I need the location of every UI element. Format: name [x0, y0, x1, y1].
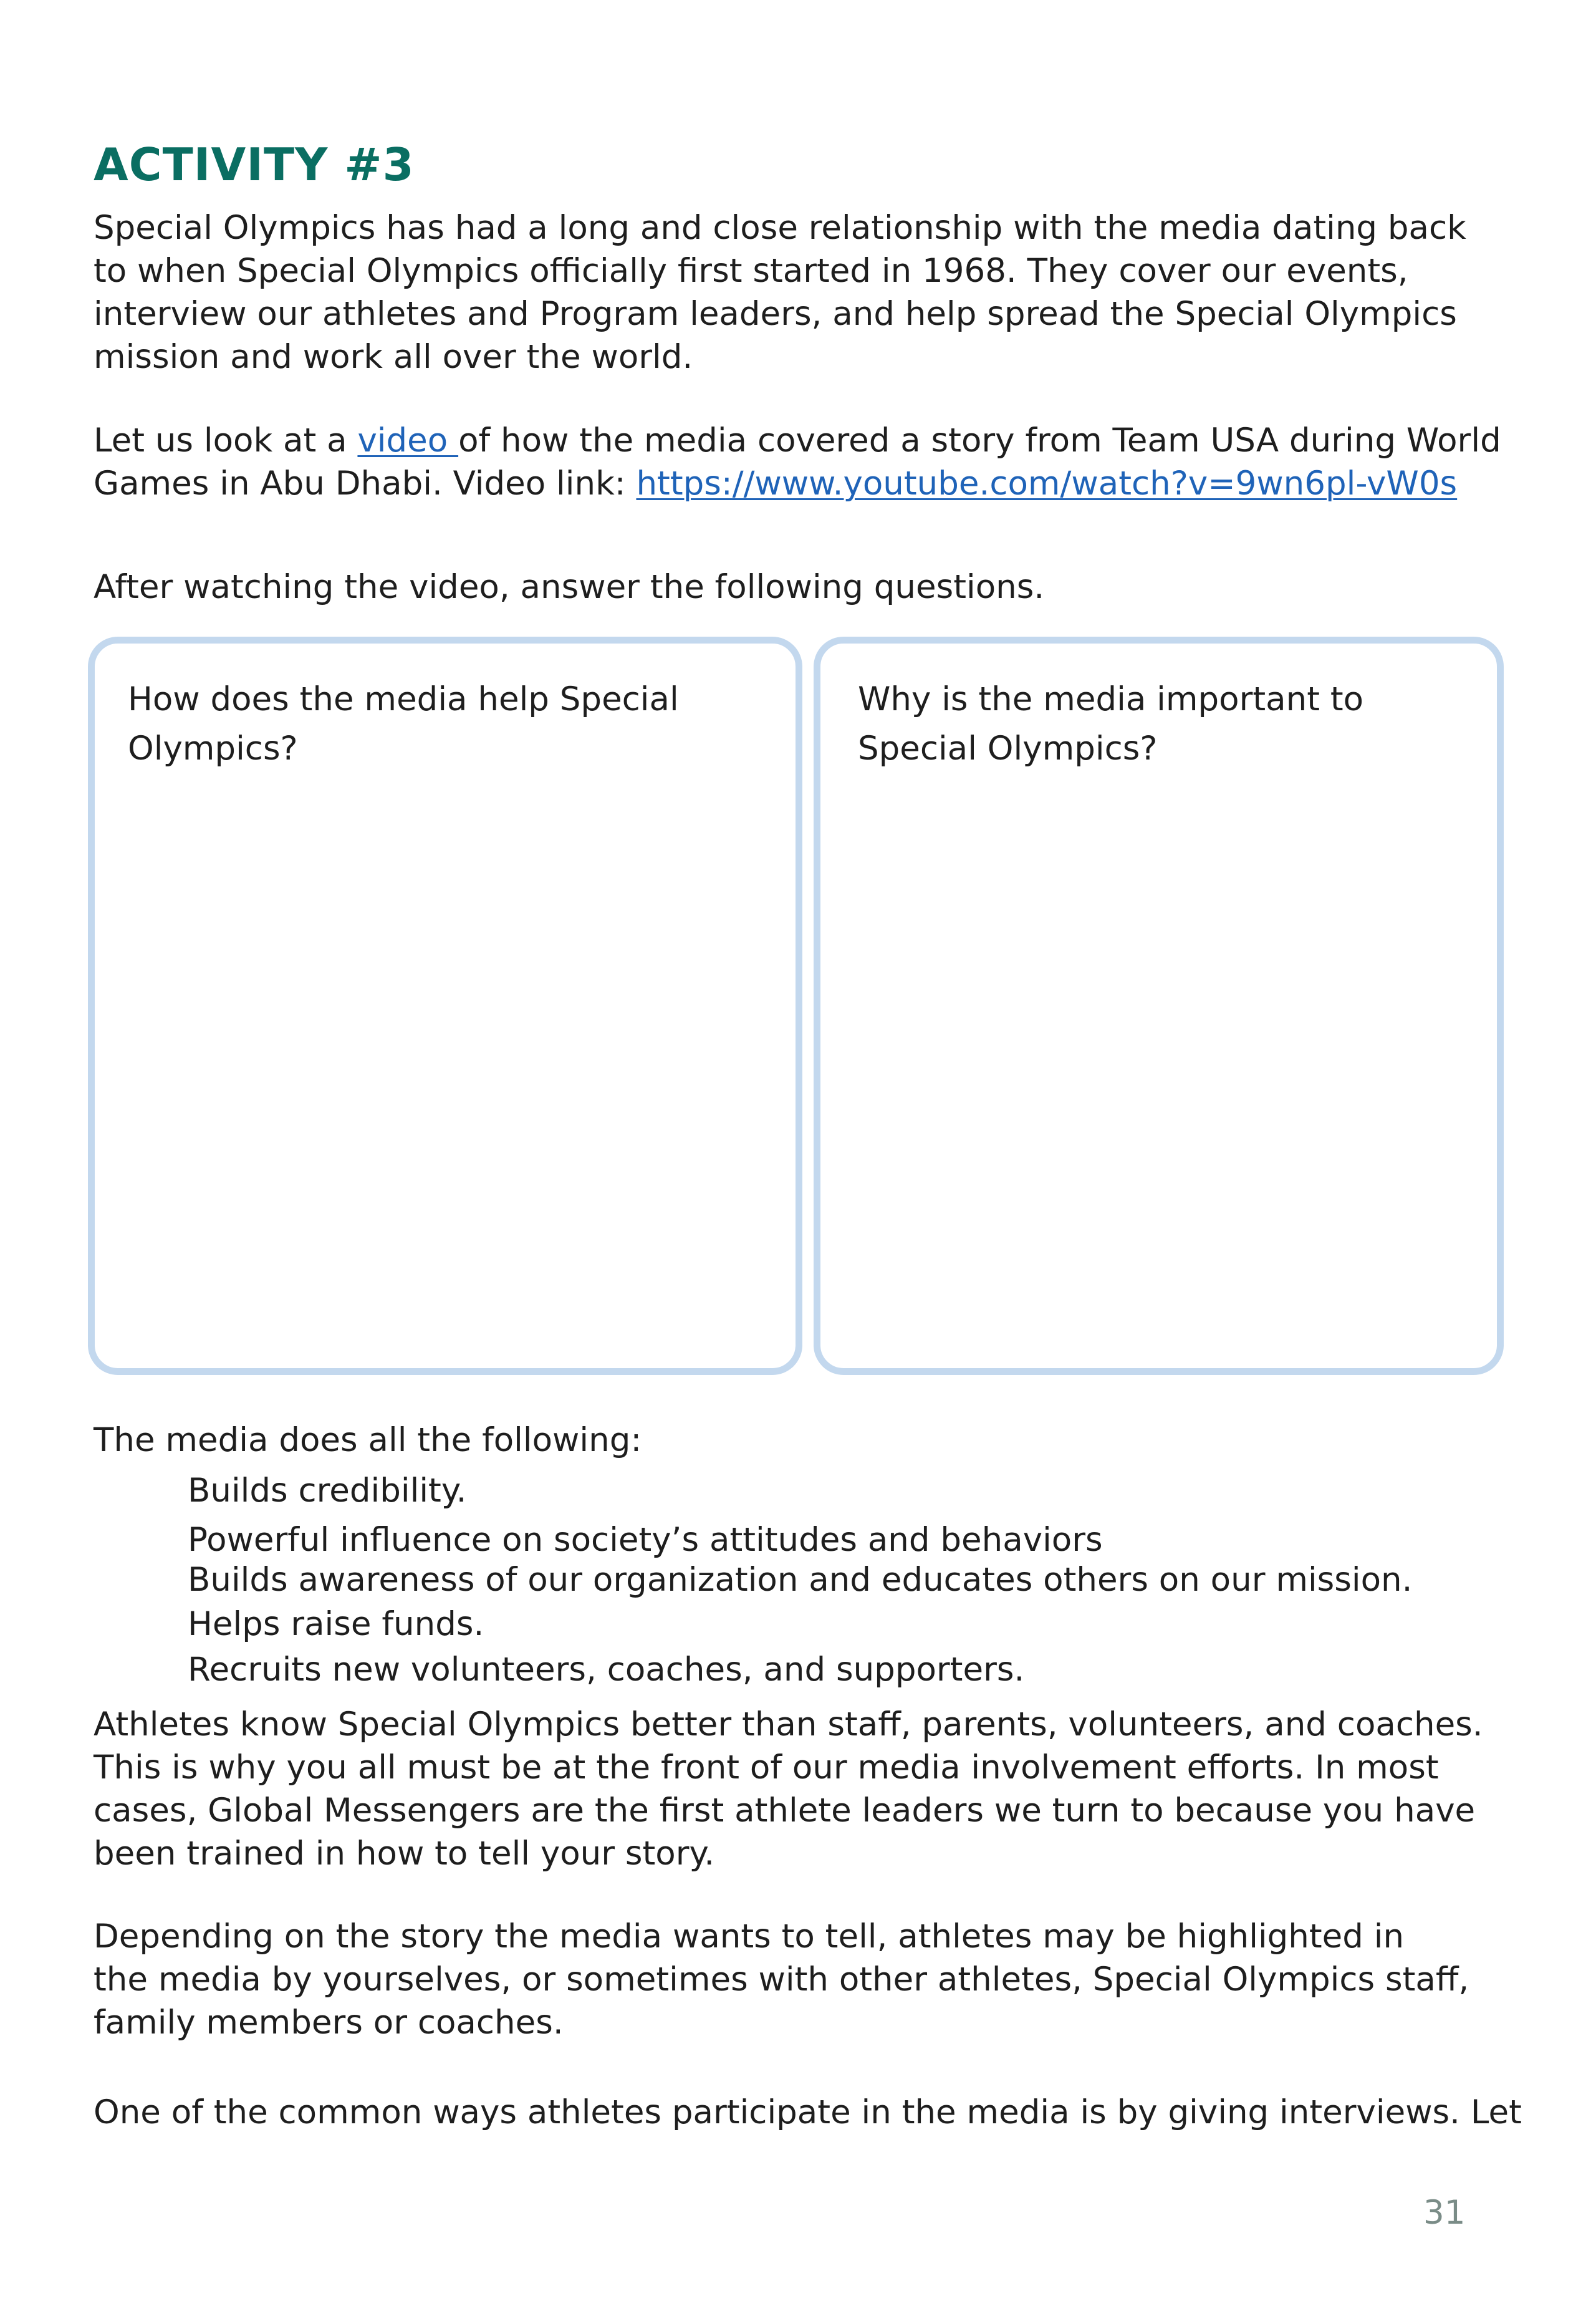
answer-box-2[interactable]: [814, 637, 1504, 1375]
intro-line: interview our athletes and Program leaders, and help spread the Special Olympics: [94, 295, 1457, 333]
activity-heading: ACTIVITY #3: [94, 138, 415, 191]
video-text-after: of how the media covered a story from Team USA during World: [458, 422, 1501, 460]
question-1-line-1: How does the media help Special: [128, 680, 679, 718]
athletes-paragraph: [94, 1703, 1483, 1875]
depending-line: the media by yourselves, or sometimes with other athletes, Special Olympics staff,: [94, 1961, 1469, 1999]
list-item: Recruits new volunteers, coaches, and supporters.: [188, 1651, 1025, 1689]
list-item: Helps raise funds.: [188, 1605, 484, 1643]
video-paragraph: [94, 419, 1501, 505]
intro-line: mission and work all over the world.: [94, 338, 693, 376]
athletes-line: cases, Global Messengers are the first athlete leaders we turn to because you have: [94, 1792, 1476, 1830]
answer-box-1[interactable]: [88, 637, 802, 1375]
depending-line: Depending on the story the media wants to tell, athletes may be highlighted in: [94, 1918, 1405, 1956]
media-benefits-list: [188, 1472, 1497, 1696]
intro-line: Special Olympics has had a long and close relationship with the media dating back: [94, 209, 1466, 247]
video-text-before: Let us look at a: [94, 422, 358, 460]
question-2: [858, 675, 1363, 773]
final-paragraph: [94, 2091, 1522, 2134]
depending-paragraph: [94, 1915, 1469, 2044]
video-line-1: [94, 419, 1501, 462]
question-1: [128, 675, 679, 773]
instruction-line: After watching the video, answer the following questions.: [94, 568, 1045, 606]
intro-paragraph: [94, 206, 1466, 379]
intro-line: to when Special Olympics officially first started in 1968. They cover our events,: [94, 252, 1408, 290]
list-intro-line: The media does all the following:: [94, 1421, 642, 1459]
athletes-line: This is why you all must be at the front of our media involvement efforts. In most: [94, 1749, 1439, 1787]
question-2-line-1: Why is the media important to: [858, 680, 1364, 718]
question-2-line-2: Special Olympics?: [858, 730, 1158, 768]
list-item: Builds awareness of our organization and educates others on our mission.: [188, 1561, 1413, 1599]
final-line: One of the common ways athletes participate in the media is by giving interviews. Let: [94, 2093, 1522, 2131]
youtube-url-link[interactable]: https://www.youtube.com/watch?v=9wn6pl-vW0s: [636, 465, 1458, 503]
athletes-line: Athletes know Special Olympics better than staff, parents, volunteers, and coaches.: [94, 1705, 1483, 1744]
depending-line: family members or coaches.: [94, 2004, 564, 2042]
athletes-line: been trained in how to tell your story.: [94, 1835, 715, 1873]
video-link[interactable]: video: [357, 422, 459, 460]
list-item: Builds credibility.: [188, 1472, 467, 1510]
page-number: 31: [1423, 2194, 1466, 2232]
list-intro: [94, 1419, 642, 1462]
question-1-line-2: Olympics?: [128, 730, 298, 768]
list-item: Powerful influence on society’s attitudes and behaviors: [188, 1521, 1103, 1559]
instruction-text: [94, 566, 1044, 609]
video-line-2: [94, 462, 1501, 505]
video-link-label: Games in Abu Dhabi. Video link:: [94, 465, 637, 503]
